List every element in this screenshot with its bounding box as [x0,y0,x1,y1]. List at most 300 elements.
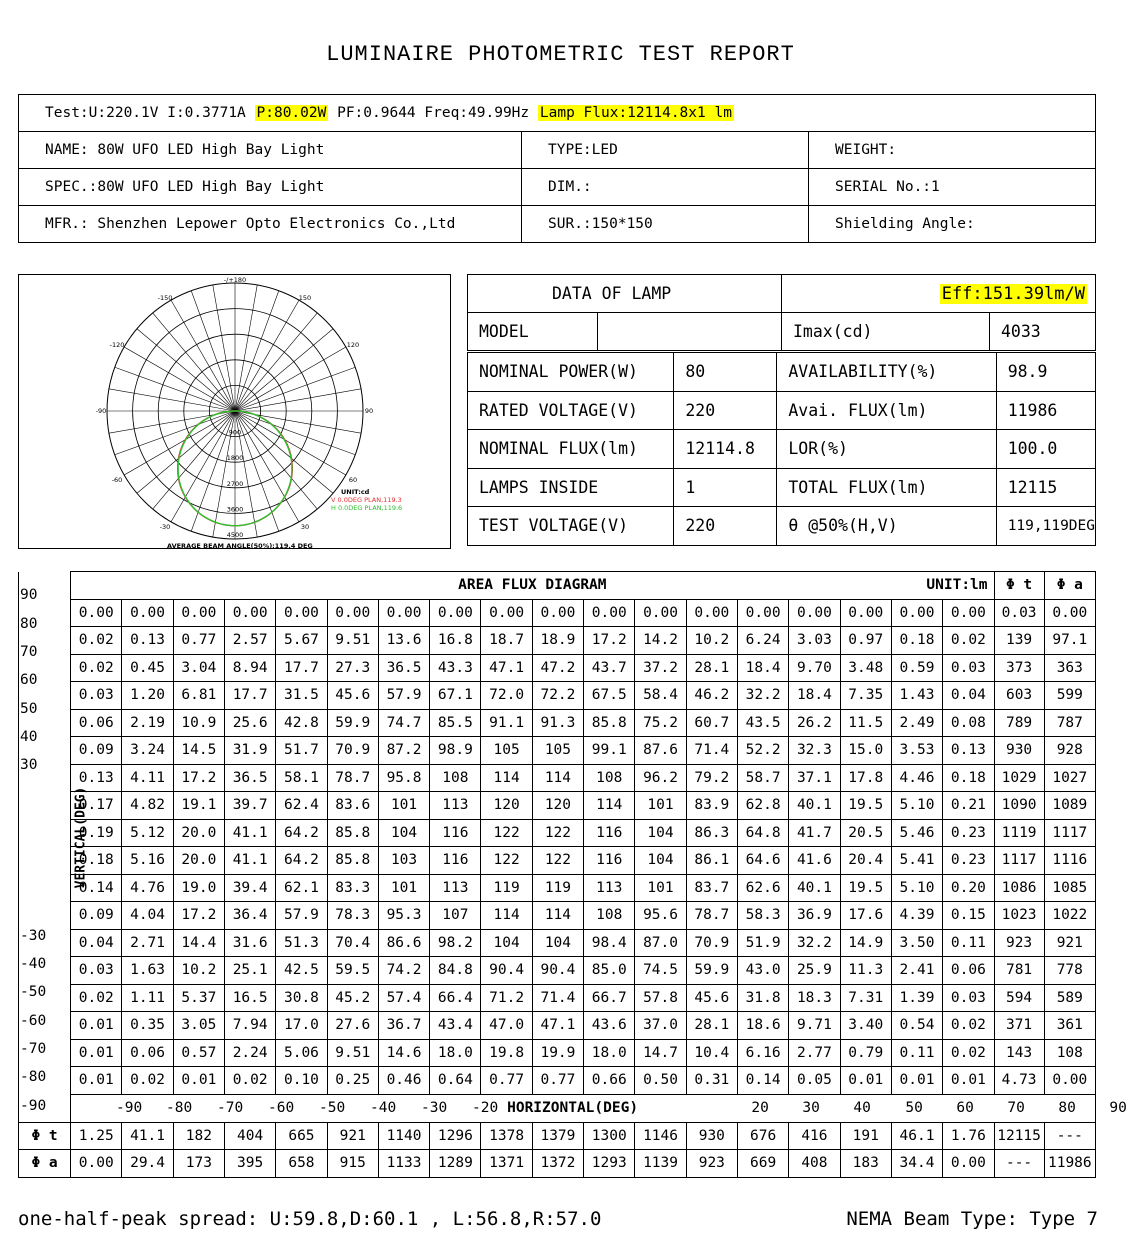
flux-cell: 90.4 [481,957,532,985]
flux-cell: 603 [994,682,1044,710]
h-axis-label: 90 [1109,1099,1127,1116]
spec-cell: SPEC.:80W UFO LED High Bay Light [19,169,522,206]
flux-cell: 19.0 [173,874,224,902]
flux-cell: 18.0 [584,1039,635,1067]
flux-cell: 114 [481,902,532,930]
flux-cell: 0.00 [686,599,737,627]
flux-cell: 143 [994,1039,1044,1067]
flux-total-cell: 12115 [994,1122,1044,1150]
flux-cell: 108 [584,764,635,792]
lamp-availability-value: 98.9 [996,353,1095,392]
flux-cell: 5.37 [173,984,224,1012]
imax-value: 4033 [990,313,1096,351]
v-axis-label: -50 [20,984,47,1000]
mfr-cell: MFR.: Shenzhen Lepower Opto Electronics Co.,Ltd [19,206,522,243]
flux-cell: 95.8 [378,764,429,792]
flux-cell: 371 [994,1012,1044,1040]
flux-total-cell: 41.1 [122,1122,173,1150]
table-row [19,682,1096,710]
flux-cell: 83.6 [327,792,378,820]
flux-cell: 41.7 [789,819,840,847]
flux-cell: 14.6 [378,1039,429,1067]
flux-cell: 95.6 [635,902,686,930]
flux-cell: 7.94 [225,1012,276,1040]
flux-cell: 1023 [994,902,1044,930]
h-axis-label: 80 [1058,1099,1076,1116]
flux-cell: 96.2 [635,764,686,792]
flux-cell: 16.5 [225,984,276,1012]
model-value [598,313,782,351]
flux-cell: 0.01 [840,1067,891,1095]
flux-cell: 0.04 [943,682,994,710]
flux-cell: 17.2 [584,627,635,655]
flux-cell: 64.8 [737,819,788,847]
flux-cell: 17.2 [173,764,224,792]
flux-cell: 0.00 [71,599,122,627]
flux-total-cell: 1.25 [71,1122,122,1150]
shielding-cell: Shielding Angle: [809,206,1096,243]
flux-cell: 0.01 [71,1039,122,1067]
v-axis-label: -30 [20,928,47,944]
flux-cell: 36.5 [225,764,276,792]
flux-cell: 18.3 [789,984,840,1012]
flux-cell: 58.3 [737,902,788,930]
flux-cell: 17.7 [276,654,327,682]
flux-cell: 78.3 [327,902,378,930]
flux-cell: 114 [532,902,583,930]
flux-cell: 20.0 [173,847,224,875]
flux-cell: 60.7 [686,709,737,737]
flux-total-cell: 676 [737,1122,788,1150]
flux-cell: 28.1 [686,654,737,682]
flux-cell: 4.04 [122,902,173,930]
phi-t-row [19,1122,1096,1150]
flux-cell: 43.7 [584,654,635,682]
flux-cell: 31.9 [225,737,276,765]
h-axis-label: -90 [116,1099,143,1116]
v-axis-label: 60 [20,672,38,688]
flux-cell: 0.02 [71,654,122,682]
flux-cell: 71.4 [532,984,583,1012]
flux-cell: 120 [532,792,583,820]
flux-cell: 119 [532,874,583,902]
flux-cell: 16.8 [430,627,481,655]
flux-total-cell: 1372 [532,1150,583,1178]
flux-cell: 0.54 [891,1012,942,1040]
flux-cell: 2.77 [789,1039,840,1067]
info-table [18,94,1096,243]
h-axis-label: 60 [956,1099,974,1116]
flux-cell: 0.00 [532,599,583,627]
flux-cell: 41.6 [789,847,840,875]
flux-cell: 98.4 [584,929,635,957]
flux-cell: 37.1 [789,764,840,792]
flux-cell: 5.06 [276,1039,327,1067]
flux-cell: 0.04 [71,929,122,957]
flux-total-cell: 921 [327,1122,378,1150]
flux-cell: 0.18 [71,847,122,875]
flux-cell: 0.06 [122,1039,173,1067]
flux-cell: 52.2 [737,737,788,765]
flux-cell: 19.5 [840,792,891,820]
flux-cell: 0.01 [71,1012,122,1040]
flux-cell: 17.2 [173,902,224,930]
flux-cell: 373 [994,654,1044,682]
sur-cell: SUR.:150*150 [522,206,809,243]
flux-cell: 14.5 [173,737,224,765]
flux-cell: 97.1 [1044,627,1095,655]
flux-total-cell: 11986 [1044,1150,1095,1178]
flux-cell: 0.00 [327,599,378,627]
flux-cell: 0.66 [584,1067,635,1095]
flux-cell: 0.08 [943,709,994,737]
flux-cell: 9.71 [789,1012,840,1040]
flux-cell: 0.64 [430,1067,481,1095]
flux-cell: 5.46 [891,819,942,847]
flux-cell: 101 [378,792,429,820]
flux-cell: 0.23 [943,819,994,847]
flux-total-cell: 1371 [481,1150,532,1178]
flux-cell: 87.2 [378,737,429,765]
flux-total-cell: 930 [686,1122,737,1150]
lamp-nominal-flux-label: NOMINAL FLUX(lm) [468,430,674,469]
flux-cell: 0.00 [737,599,788,627]
flux-cell: 28.1 [686,1012,737,1040]
h-axis-label: 30 [802,1099,820,1116]
flux-cell: 101 [378,874,429,902]
flux-total-cell: 1133 [378,1150,429,1178]
phi-t-header: Φ t [994,572,1044,600]
flux-cell: 36.4 [225,902,276,930]
name-cell: NAME: 80W UFO LED High Bay Light [19,132,522,169]
flux-cell: 101 [635,874,686,902]
power-highlight: P:80.02W [256,105,327,121]
flux-cell: 0.03 [943,654,994,682]
flux-cell: 0.03 [71,682,122,710]
table-row [19,957,1096,985]
flux-cell: 0.01 [71,1067,122,1095]
lamp-lamps-inside-label: LAMPS INSIDE [468,468,674,507]
lamp-test-voltage-v: 220 [674,507,777,546]
flux-cell: 13.6 [378,627,429,655]
flux-cell: 25.1 [225,957,276,985]
flux-cell: 5.67 [276,627,327,655]
flux-cell: 39.4 [225,874,276,902]
flux-cell: 18.0 [430,1039,481,1067]
flux-cell: 0.45 [122,654,173,682]
flux-cell: 0.09 [71,737,122,765]
flux-cell: 40.1 [789,792,840,820]
flux-cell: 19.9 [532,1039,583,1067]
flux-cell: 84.8 [430,957,481,985]
flux-cell: 47.1 [481,654,532,682]
flux-cell: 58.4 [635,682,686,710]
flux-cell: 85.8 [584,709,635,737]
polar-radial-label: 3600 [226,505,244,514]
test-middle: PF:0.9644 Freq:49.99Hz [328,105,538,121]
flux-cell: 120 [481,792,532,820]
flux-cell: 6.24 [737,627,788,655]
flux-cell: 18.4 [737,654,788,682]
table-row [19,874,1096,902]
flux-cell: 1116 [1044,847,1095,875]
table-row [19,737,1096,765]
flux-cell: 114 [481,764,532,792]
flux-cell: 6.16 [737,1039,788,1067]
flux-cell: 930 [994,737,1044,765]
flux-cell: 108 [430,764,481,792]
flux-cell: 0.18 [943,764,994,792]
v-axis-label: -40 [20,956,47,972]
flux-cell: 36.9 [789,902,840,930]
v-axis-label: -70 [20,1041,47,1057]
phi-a-row [19,1150,1096,1178]
flux-cell: 116 [430,847,481,875]
flux-cell: 10.2 [686,627,737,655]
flux-total-cell: 1300 [584,1122,635,1150]
table-row [19,709,1096,737]
flux-cell: 104 [481,929,532,957]
flux-cell: 0.11 [891,1039,942,1067]
flux-cell: 5.10 [891,874,942,902]
flux-total-cell: 416 [789,1122,840,1150]
flux-cell: 3.53 [891,737,942,765]
flux-cell: 43.3 [430,654,481,682]
test-line [19,95,1096,132]
polar-unit-label: UNIT:cd [341,488,370,496]
flux-cell: 0.01 [943,1067,994,1095]
flux-total-cell: --- [1044,1122,1095,1150]
flux-cell: 26.2 [789,709,840,737]
flux-cell: 83.3 [327,874,378,902]
flux-cell: 2.57 [225,627,276,655]
flux-cell: 18.6 [737,1012,788,1040]
lamp-header: DATA OF LAMP [468,275,782,313]
flux-cell: 0.77 [173,627,224,655]
flux-total-cell: 1379 [532,1122,583,1150]
flux-cell: 4.39 [891,902,942,930]
flux-cell: 57.8 [635,984,686,1012]
flux-cell: 62.8 [737,792,788,820]
flux-cell: 32.3 [789,737,840,765]
flux-cell: 2.24 [225,1039,276,1067]
flux-cell: 104 [378,819,429,847]
h-axis-label: 40 [853,1099,871,1116]
flux-total-cell: 1140 [378,1122,429,1150]
h-axis-label: -40 [370,1099,397,1116]
flux-cell: 40.1 [789,874,840,902]
flux-cell: 0.35 [122,1012,173,1040]
flux-total-cell: 1378 [481,1122,532,1150]
table-row [19,764,1096,792]
v-axis-label: 50 [20,701,38,717]
flux-cell: 0.59 [891,654,942,682]
lamp-nominal-power-label: NOMINAL POWER(W) [468,353,674,392]
flux-cell: 1090 [994,792,1044,820]
lamp-theta-label: θ @50%(H,V) [777,507,996,546]
flux-cell: 37.2 [635,654,686,682]
flux-cell: 14.4 [173,929,224,957]
lamp-avai-flux-label: Avai. FLUX(lm) [777,391,996,430]
flux-cell: 25.6 [225,709,276,737]
flux-cell: 114 [584,792,635,820]
flux-cell: 90.4 [532,957,583,985]
flux-cell: 4.11 [122,764,173,792]
flux-cell: 921 [1044,929,1095,957]
flux-cell: 43.5 [737,709,788,737]
horizontal-axis-title: HORIZONTAL(DEG) [507,1099,639,1116]
flux-cell: 0.02 [71,627,122,655]
flux-cell: 45.2 [327,984,378,1012]
flux-cell: 57.4 [378,984,429,1012]
flux-cell: 6.81 [173,682,224,710]
flux-cell: 4.73 [994,1067,1044,1095]
flux-cell: 105 [532,737,583,765]
flux-cell: 59.5 [327,957,378,985]
flux-cell: 0.31 [686,1067,737,1095]
serial-cell: SERIAL No.:1 [809,169,1096,206]
flux-cell: 1117 [1044,819,1095,847]
polar-angle-label: 150 [298,294,312,302]
flux-cell: 7.35 [840,682,891,710]
flux-cell: 86.1 [686,847,737,875]
flux-cell: 32.2 [737,682,788,710]
flux-total-cell: 173 [173,1150,224,1178]
v-axis-cell [19,792,71,820]
flux-cell: 778 [1044,957,1095,985]
flux-cell: 58.1 [276,764,327,792]
flux-cell: 0.00 [891,599,942,627]
flux-total-cell: 191 [840,1122,891,1150]
flux-cell: 0.21 [943,792,994,820]
flux-cell: 0.97 [840,627,891,655]
flux-cell: 599 [1044,682,1095,710]
table-row [19,847,1096,875]
flux-cell: 0.57 [173,1039,224,1067]
h-axis-label: -70 [217,1099,244,1116]
flux-cell: 17.0 [276,1012,327,1040]
flux-total-cell: 395 [225,1150,276,1178]
flux-cell: 116 [430,819,481,847]
flux-total-cell: 665 [276,1122,327,1150]
flux-cell: 39.7 [225,792,276,820]
flux-cell: 57.9 [276,902,327,930]
flux-cell: 0.00 [635,599,686,627]
flux-cell: 0.13 [943,737,994,765]
flux-cell: 66.4 [430,984,481,1012]
flux-cell: 0.00 [1044,599,1095,627]
table-row [19,1012,1096,1040]
table-row [19,984,1096,1012]
flux-cell: 85.8 [327,847,378,875]
flux-cell: 47.0 [481,1012,532,1040]
flux-cell: 71.2 [481,984,532,1012]
polar-angle-label: 60 [348,476,358,484]
flux-cell: 101 [635,792,686,820]
flux-cell: 17.6 [840,902,891,930]
flux-cell: 0.77 [481,1067,532,1095]
flux-cell: 74.7 [378,709,429,737]
flux-cell: 7.31 [840,984,891,1012]
flux-cell: 19.5 [840,874,891,902]
h-axis-label: -60 [268,1099,295,1116]
flux-cell: 70.9 [686,929,737,957]
flux-total-cell: 183 [840,1150,891,1178]
flux-cell: 104 [532,929,583,957]
flux-total-cell: --- [994,1150,1044,1178]
flux-cell: 0.79 [840,1039,891,1067]
flux-cell: 98.2 [430,929,481,957]
flux-cell: 5.41 [891,847,942,875]
flux-cell: 78.7 [327,764,378,792]
flux-cell: 72.2 [532,682,583,710]
flux-cell: 122 [532,819,583,847]
flux-cell: 83.9 [686,792,737,820]
flux-cell: 105 [481,737,532,765]
flux-cell: 104 [635,819,686,847]
flux-cell: 0.01 [891,1067,942,1095]
v-axis-label: 90 [20,587,38,603]
flux-cell: 113 [430,874,481,902]
polar-angle-label: 120 [346,341,360,349]
flux-cell: 0.05 [789,1067,840,1095]
flux-cell: 4.46 [891,764,942,792]
flux-cell: 37.0 [635,1012,686,1040]
flux-cell: 47.2 [532,654,583,682]
flux-cell: 3.40 [840,1012,891,1040]
flux-cell: 1.63 [122,957,173,985]
flux-cell: 1117 [994,847,1044,875]
model-label: MODEL [468,313,598,351]
flux-cell: 14.2 [635,627,686,655]
flux-total-cell: 404 [225,1122,276,1150]
nema-beam-type: NEMA Beam Type: Type 7 [846,1208,1098,1230]
flux-cell: 0.00 [943,599,994,627]
flux-cell: 139 [994,627,1044,655]
table-row [19,627,1096,655]
flux-cell: 5.12 [122,819,173,847]
flux-cell: 0.77 [532,1067,583,1095]
flux-cell: 64.2 [276,847,327,875]
flux-total-cell: 923 [686,1150,737,1178]
flux-cell: 85.0 [584,957,635,985]
flux-cell: 71.4 [686,737,737,765]
flux-cell: 1085 [1044,874,1095,902]
polar-chart-svg [19,275,450,548]
flux-cell: 95.3 [378,902,429,930]
flux-total-cell: 1139 [635,1150,686,1178]
flux-cell: 36.7 [378,1012,429,1040]
flux-cell: 67.1 [430,682,481,710]
flux-total-cell: 669 [737,1150,788,1178]
flux-cell: 1.20 [122,682,173,710]
flux-cell: 85.5 [430,709,481,737]
h-axis-label: -30 [421,1099,448,1116]
flux-cell: 99.1 [584,737,635,765]
h-axis-label: -20 [472,1099,499,1116]
flux-cell: 3.05 [173,1012,224,1040]
flux-cell: 45.6 [327,682,378,710]
polar-angle-label: -90 [95,407,107,415]
flux-cell: 0.02 [71,984,122,1012]
flux-cell: 923 [994,929,1044,957]
flux-cell: 0.13 [71,764,122,792]
flux-cell: 0.00 [173,599,224,627]
polar-angle-label: -/+180 [223,276,247,284]
flux-cell: 361 [1044,1012,1095,1040]
flux-cell: 59.9 [327,709,378,737]
table-row [19,792,1096,820]
